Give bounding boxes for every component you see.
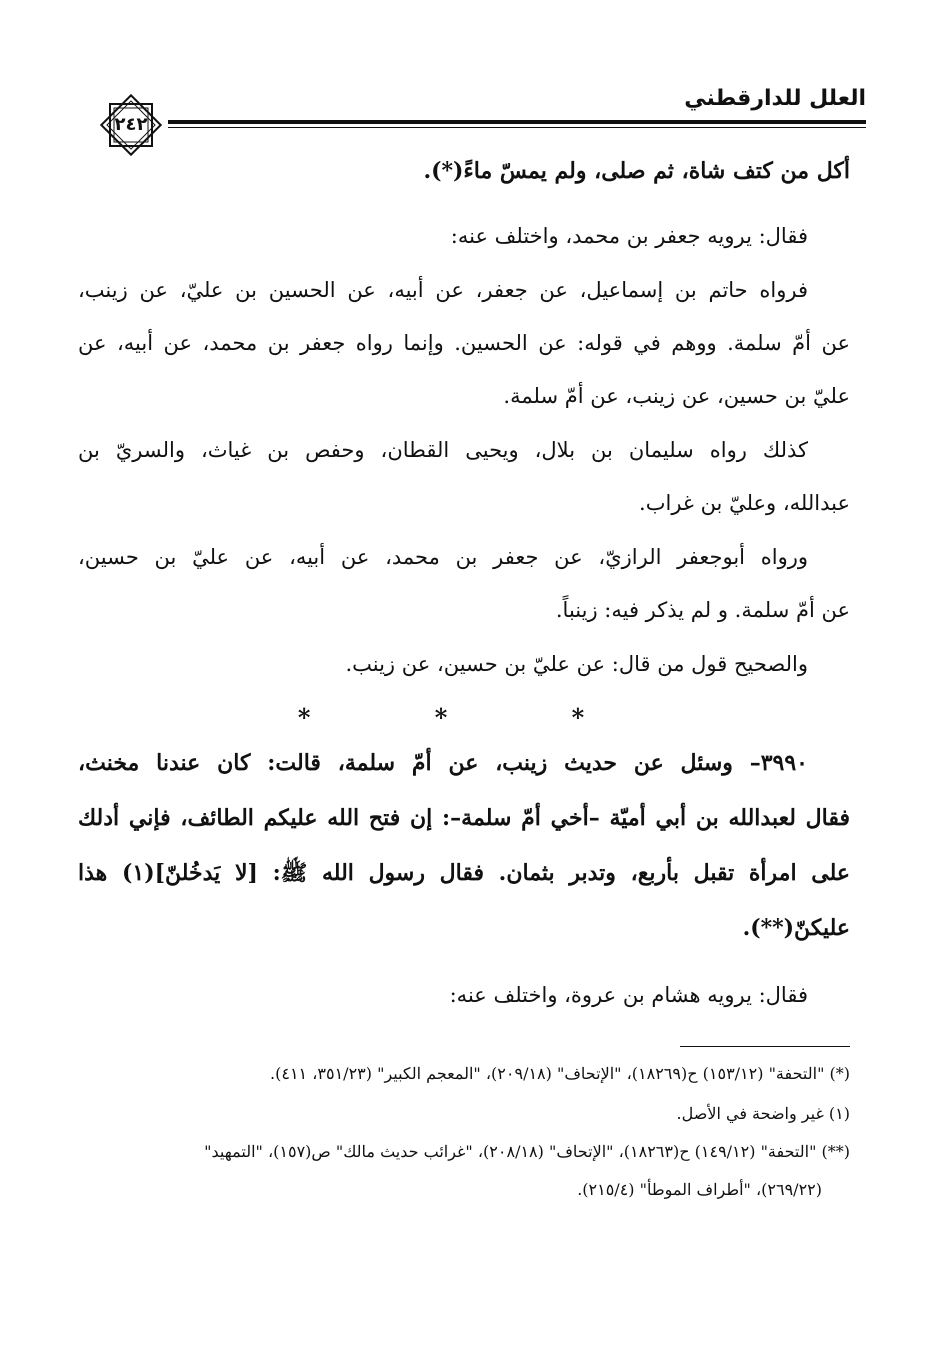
page-number: ٢٤٢ — [114, 114, 148, 135]
hadith-line: ٣٩٩٠– وسئل عن حديث زينب، عن أمّ سلمة، قالت: كان عندنا مخنث، — [78, 750, 808, 776]
text-line: كذلك رواه سليمان بن بلال، ويحيى القطان، وحفص بن غياث، والسريّ بن — [78, 438, 808, 462]
footnote-line: (*) "التحفة" (١٥٣/١٢) ح(١٨٢٦٩)، "الإتحاف" (٢٠٩/١٨)، "المعجم الكبير" (٣٥١/٢٣، ٤١١). — [270, 1064, 850, 1083]
text-line: ورواه أبوجعفر الرازيّ، عن جعفر بن محمد، عن أبيه، عن عليّ بن حسين، — [78, 545, 808, 569]
text-line: والصحيح قول من قال: عن عليّ بن حسين، عن زينب. — [345, 652, 808, 676]
text-line: فرواه حاتم بن إسماعيل، عن جعفر، عن أبيه، عن الحسين بن عليّ، عن زينب، — [78, 278, 808, 302]
hadith-line: فقال لعبدالله بن أبي أميّة –أخي أمّ سلمة–: إن فتح الله عليكم الطائف، فإني أدلك — [78, 805, 850, 831]
running-title: العلل للدارقطني — [684, 86, 866, 111]
text-line: عن أمّ سلمة. و لم يذكر فيه: زينباً. — [555, 598, 850, 622]
text-line: عن أمّ سلمة. ووهم في قوله: عن الحسين. وإنما رواه جعفر بن محمد، عن أبيه، عن — [78, 331, 850, 355]
text-line: فقال: يرويه هشام بن عروة، واختلف عنه: — [449, 983, 808, 1007]
text-line: أكل من كتف شاة، ثم صلى، ولم يمسّ ماءً(*). — [423, 158, 850, 184]
hadith-line: على امرأة تقبل بأربع، وتدبر بثمان. فقال رسول الله ﷺ: [لا يَدخُلنّ](١) هذا — [78, 860, 850, 886]
footnote-line: (١) غير واضحة في الأصل. — [676, 1104, 850, 1123]
section-separator: * * * — [297, 703, 643, 732]
text-line: عبدالله، وعليّ بن غراب. — [639, 491, 850, 515]
footnote-rule — [680, 1046, 850, 1047]
hadith-line: عليكنّ(**). — [742, 915, 850, 941]
text-line: فقال: يرويه جعفر بن محمد، واختلف عنه: — [450, 224, 808, 248]
footnote-line: (**) "التحفة" (١٤٩/١٢) ح(١٨٢٦٣)، "الإتحاف" (٢٠٨/١٨)، "غرائب حديث مالك" ص(١٥٧)، "التمهيد" — [204, 1142, 850, 1161]
text-line: عليّ بن حسين، عن زينب، عن أمّ سلمة. — [503, 384, 850, 408]
footnote-line: (٢٦٩/٢٢)، "أطراف الموطأ" (٢١٥/٤). — [577, 1180, 822, 1199]
